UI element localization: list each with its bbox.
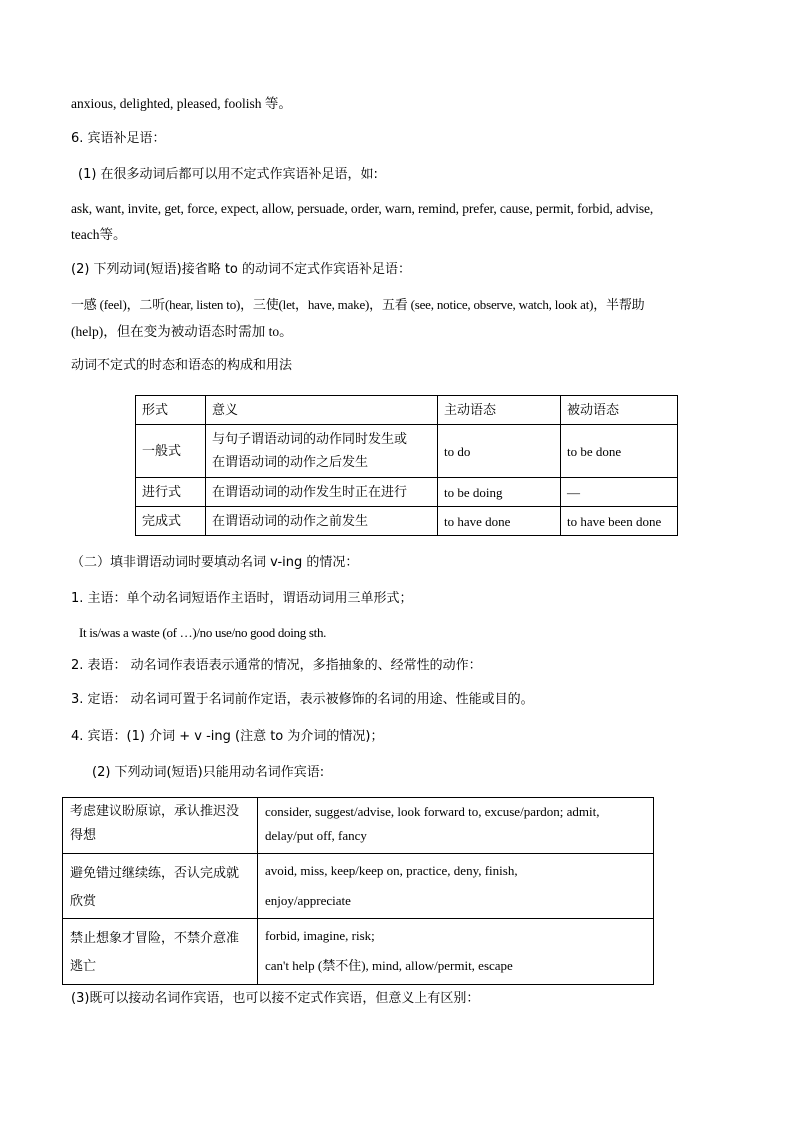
table-cell — [63, 919, 258, 985]
table-cell: to be done — [561, 425, 678, 478]
gerund-verbs-table — [62, 797, 654, 985]
text-line: (1) 在很多动词后都可以用不定式作宾语补足语，如: — [78, 167, 378, 182]
cell-line: 避免错过继续练，否认完成就 — [70, 866, 240, 881]
infinitive-tense-table — [135, 395, 678, 536]
text-line: (2) 下列动词(短语)只能用动名词作宾语: — [92, 765, 325, 780]
table-cell: 一般式 — [136, 425, 206, 478]
cell-line: 欣赏 — [70, 894, 97, 909]
table-cell — [258, 854, 654, 919]
text-line: (3)既可以接动名词作宾语，也可以接不定式作宾语，但意义上有区别： — [71, 991, 480, 1006]
text-line: (help)，但在变为被动语态时需加 to。 — [71, 324, 293, 339]
cell-line: 在谓语动词的动作之后发生 — [212, 455, 369, 470]
table-caption: 动词不定式的时态和语态的构成和用法 — [71, 358, 293, 373]
text-line: ask, want, invite, get, force, expect, allow, persuade, order, warn, remind, prefer, cause, permit, forbid, advise, — [71, 201, 654, 216]
table-row — [136, 478, 678, 507]
cell-line: forbid, imagine, risk; — [265, 928, 375, 943]
text-line: 2. 表语： 动名词作表语表示通常的情况，多指抽象的、经常性的动作： — [71, 658, 482, 673]
table-cell: to be doing — [438, 478, 561, 507]
cell-line: 考虑建议盼原谅，承认推迟没 — [70, 804, 240, 819]
cell-line: 与句子谓语动词的动作同时发生或 — [212, 432, 408, 447]
table-cell: 完成式 — [136, 507, 206, 536]
table-cell — [258, 798, 654, 854]
table-cell — [63, 798, 258, 854]
text-line: (2) 下列动词(短语)接省略 to 的动词不定式作宾语补足语： — [71, 262, 412, 277]
table-cell — [63, 854, 258, 919]
section-heading: （二）填非谓语动词时要填动名词 v-ing 的情况： — [71, 555, 359, 570]
cell-line: avoid, miss, keep/keep on, practice, deny, finish, — [265, 863, 518, 878]
text-line: 一感 (feel)，二听(hear, listen to)，三使(let，have, make)，五看 (see, notice, observe, watch, look at)，半帮助 — [71, 297, 645, 312]
table-cell: 在谓语动词的动作之前发生 — [206, 507, 438, 536]
table-header-cell: 主动语态 — [438, 396, 561, 425]
cell-line: consider, suggest/advise, look forward to, excuse/pardon; admit, — [265, 804, 600, 819]
table-cell — [258, 919, 654, 985]
table-row — [63, 919, 654, 985]
table-cell: 进行式 — [136, 478, 206, 507]
table-header-cell: 意义 — [206, 396, 438, 425]
table-cell: to have done — [438, 507, 561, 536]
table-row — [63, 854, 654, 919]
cell-line: can't help (禁不住), mind, allow/permit, escape — [265, 958, 513, 973]
cell-line: 禁止想象才冒险，不禁介意准 — [70, 931, 240, 946]
section-heading: 6. 宾语补足语： — [71, 131, 166, 146]
text-line: anxious, delighted, pleased, foolish 等。 — [71, 96, 292, 111]
cell-line: delay/put off, fancy — [265, 828, 367, 843]
table-row — [136, 507, 678, 536]
text-line: 1. 主语：单个动名词短语作主语时，谓语动词用三单形式； — [71, 591, 413, 606]
table-row — [63, 798, 654, 854]
text-line: 4. 宾语：(1) 介词 + v -ing (注意 to 为介词的情况)； — [71, 729, 384, 744]
table-cell — [206, 425, 438, 478]
table-cell: 在谓语动词的动作发生时正在进行 — [206, 478, 438, 507]
table-cell: to do — [438, 425, 561, 478]
table-cell: to have been done — [561, 507, 678, 536]
cell-line: 逃亡 — [70, 959, 97, 974]
table-cell: — — [561, 478, 678, 507]
text-line: teach等。 — [71, 227, 127, 242]
table-row — [136, 425, 678, 478]
example-line: It is/was a waste (of …)/no use/no good doing sth. — [79, 625, 327, 640]
cell-line: 得想 — [70, 828, 97, 843]
text-line: 3. 定语： 动名词可置于名词前作定语，表示被修饰的名词的用途、性能或目的。 — [71, 692, 534, 707]
table-header-row — [136, 396, 678, 425]
cell-line: enjoy/appreciate — [265, 893, 351, 908]
table-header-cell: 被动语态 — [561, 396, 678, 425]
table-header-cell: 形式 — [136, 396, 206, 425]
